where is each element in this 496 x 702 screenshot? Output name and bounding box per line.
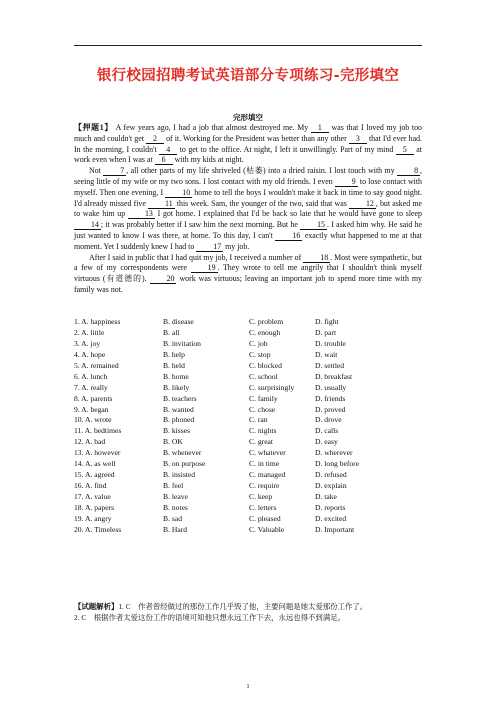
option-b: B. whenever	[163, 448, 202, 458]
option-a: 4. A. hope	[74, 349, 106, 359]
option-row	[74, 426, 422, 437]
option-d: D. drove	[315, 415, 342, 425]
option-d: D. excited	[315, 513, 347, 523]
option-row	[74, 503, 422, 514]
option-c: C. letters	[249, 502, 277, 512]
option-c: C. school	[249, 371, 278, 381]
blank-13: 13	[128, 210, 155, 219]
option-c: C. problem	[249, 317, 284, 326]
option-a: 12. A. bad	[74, 437, 106, 447]
option-c: C. blocked	[249, 360, 282, 370]
passage-text: to get to the office. At night, I left it unwillingly. Part of my mind	[177, 144, 396, 154]
option-a: 7. A. really	[74, 382, 108, 392]
option-a: 15. A. agreed	[74, 470, 115, 480]
option-b: B. leave	[163, 492, 188, 501]
blank-16: 16	[275, 232, 302, 241]
blank-17: 17	[196, 243, 223, 252]
passage-text: . They wrote to tell me angrily that I shouldn't think myself virtuous (有道德的).	[74, 263, 422, 284]
option-b: B. phoned	[163, 415, 195, 425]
option-b: B. home	[163, 371, 189, 381]
option-d: D. long before	[315, 459, 360, 469]
option-d: D. trouble	[315, 338, 346, 348]
passage-text: After I said in public that I had quit my job, I received a number of	[89, 252, 304, 262]
option-b: B. teachers	[163, 393, 197, 403]
passage-text: was that I loved my job too much and couldn't get	[74, 123, 422, 143]
option-a: 16. A. find	[74, 481, 107, 491]
passage-text: . I asked him why. He said he just wanted to know I was there, at home. To this day, I can't	[74, 220, 422, 240]
option-a: 18. A. papers	[74, 502, 115, 512]
option-row	[74, 481, 422, 492]
option-d: D. friends	[315, 393, 346, 403]
option-c: C. great	[249, 437, 274, 447]
option-b: B. all	[163, 327, 180, 337]
option-a: 13. A. however	[74, 448, 121, 458]
option-b: B. insisted	[163, 470, 196, 480]
option-row	[74, 405, 422, 416]
blank-7: 7	[103, 167, 126, 176]
option-d: D. proved	[315, 404, 346, 414]
option-d: D. part	[315, 327, 337, 337]
option-a: 6. A. lunch	[74, 371, 108, 381]
option-row	[74, 372, 422, 383]
option-b: B. likely	[163, 382, 190, 392]
passage-text: that I'd ever had. In the morning, I couldn't	[74, 133, 422, 154]
option-row	[74, 383, 422, 394]
analysis-heading: 【试题解析】	[74, 602, 119, 611]
option-b: B. help	[163, 349, 185, 359]
option-row	[74, 317, 422, 328]
option-d: D. settled	[315, 360, 345, 370]
option-c: C. managed	[249, 470, 286, 480]
option-c: C. family	[249, 393, 278, 403]
passage	[74, 123, 422, 296]
option-b: B. Hard	[163, 524, 188, 534]
option-a: 9. A. began	[74, 404, 109, 414]
passage-text: ; it was probably better if I saw him the next morning. But he	[100, 220, 301, 230]
option-a: 17. A. value	[74, 492, 111, 501]
option-b: B. kisses	[163, 426, 191, 436]
option-c: C. pleased	[249, 513, 281, 523]
passage-text: A few years ago, I had a job that almost destroyed me. My	[112, 123, 311, 132]
option-d: D. take	[315, 492, 337, 501]
option-d: D. reports	[315, 502, 346, 512]
passage-text: my job.	[223, 241, 250, 251]
option-a: 1. A. happiness	[74, 317, 121, 326]
answer-analysis	[74, 602, 422, 624]
option-c: C. chose	[249, 404, 276, 414]
passage-text: with my kids at night.	[172, 155, 244, 165]
option-a: 11. A. bedtimes	[74, 426, 122, 436]
option-row	[74, 525, 422, 536]
passage-text: this week. Sam, the younger of the two, said that was	[174, 198, 349, 208]
option-d: D. breakfast	[315, 371, 353, 381]
blank-15: 15	[300, 221, 327, 230]
passage-text: exactly what happened to me at that moment. Yet I suddenly knew I had to	[74, 230, 422, 251]
option-c: C. keep	[249, 492, 273, 501]
option-b: B. sad	[163, 513, 182, 523]
blank-4: 4	[159, 146, 177, 155]
option-row	[74, 415, 422, 426]
page-title: 银行校园招聘考试英语部分专项练习-完形填空	[96, 68, 400, 84]
option-d: D. explain	[315, 481, 347, 491]
blank-20: 20	[150, 275, 177, 284]
header-rule	[74, 45, 422, 46]
blank-18: 18	[303, 254, 330, 263]
blank-12: 12	[349, 200, 376, 209]
option-row	[74, 470, 422, 481]
passage-text: I got home. I explained that I'd be back so late that he would have gone to sleep	[154, 209, 423, 219]
option-a: 19. A. angry	[74, 513, 112, 523]
analysis-line-1	[74, 602, 422, 613]
option-a: 14. A. as well	[74, 459, 116, 469]
option-row	[74, 492, 422, 503]
blank-2: 2	[146, 135, 164, 144]
option-c: C. ran	[249, 415, 268, 425]
option-row	[74, 394, 422, 405]
option-row	[74, 328, 422, 339]
option-c: C. job	[249, 338, 268, 348]
option-row	[74, 459, 422, 470]
option-c: C. Valuable	[249, 524, 285, 534]
option-d: D. easy	[315, 437, 338, 447]
option-row	[74, 350, 422, 361]
option-d: D. Important	[315, 524, 355, 534]
option-c: C. whatever	[249, 448, 286, 458]
blank-8: 8	[397, 167, 420, 176]
option-c: C. surprisingly	[249, 382, 295, 392]
passage-text: . Most were sympathetic, but a few of my correspondents were	[74, 252, 423, 273]
analysis-line-2: 2. C 根据作者太爱这份工作的语境可知他只想永远工作下去，永远也得不到满足。	[74, 612, 345, 622]
passage-text: to lose contact with myself. Then one evening, I	[74, 176, 422, 197]
passage-text: , all other parts of my life shriveled (枯萎) into a dried raisin. I lost touch with my	[126, 166, 398, 176]
question-label: 【押题1】	[74, 123, 113, 132]
analysis-text-1: 1. C 作者曾经做过的那份工作几乎毁了他，主要问题是她太爱那份工作了。	[118, 602, 368, 611]
passage-text: , seeing little of my wife or my two sons. I lost contact with my old friends. I even	[74, 166, 423, 186]
option-a: 2. A. little	[74, 327, 105, 337]
passage-paragraph-1	[74, 123, 422, 166]
blank-14: 14	[74, 221, 101, 230]
option-b: B. disease	[163, 317, 194, 326]
option-c: C. in time	[249, 459, 280, 469]
option-a: 3. A. joy	[74, 338, 101, 348]
option-c: C. enough	[249, 327, 281, 337]
page-number: 1	[246, 683, 250, 690]
option-c: C. stop	[249, 349, 271, 359]
option-row	[74, 514, 422, 525]
passage-text: Not	[89, 166, 104, 176]
option-row	[74, 448, 422, 459]
blank-9: 9	[335, 178, 358, 187]
option-c: C. nights	[249, 426, 277, 436]
blank-6: 6	[155, 156, 173, 165]
blank-10: 10	[165, 189, 192, 198]
passage-text: home to tell the boys I wouldn't make it back in time to say good night. I'd already missed five	[74, 187, 422, 208]
option-b: B. wanted	[163, 404, 194, 414]
passage-paragraph-3	[74, 253, 422, 296]
option-d: D. fight	[315, 317, 339, 326]
options-table	[74, 317, 422, 536]
option-a: 20. A. Timeless	[74, 524, 122, 534]
option-b: B. OK	[163, 437, 183, 447]
passage-text: of it. Working for the President was better than any other	[164, 133, 349, 143]
option-a: 10. A. wrote	[74, 415, 112, 425]
option-b: B. invitation	[163, 338, 201, 348]
option-d: D. usually	[315, 382, 347, 392]
option-d: D. calls	[315, 426, 339, 436]
option-row	[74, 437, 422, 448]
blank-11: 11	[148, 200, 175, 209]
option-b: B. feel	[163, 481, 184, 491]
blank-19: 19	[191, 264, 218, 273]
blank-3: 3	[349, 135, 367, 144]
option-b: B. held	[163, 360, 185, 370]
blank-1: 1	[311, 124, 329, 133]
passage-paragraph-2	[74, 166, 422, 252]
option-c: C. require	[249, 481, 280, 491]
passage-text: , but asked me to wake him up	[74, 198, 422, 219]
passage-text: work was virtuous; leaving an important job to spend more time with my family was not.	[74, 274, 422, 294]
option-b: B. on purpose	[163, 459, 206, 469]
option-a: 8. A. parents	[74, 393, 113, 403]
option-d: D. refused	[315, 470, 347, 480]
blank-5: 5	[396, 146, 414, 155]
option-d: D. wherever	[315, 448, 353, 458]
passage-text: at work even when I was at	[74, 144, 422, 165]
option-row	[74, 339, 422, 350]
option-d: D. wait	[315, 349, 338, 359]
option-b: B. notes	[163, 502, 188, 512]
section-title: 完形填空	[233, 113, 263, 122]
option-row	[74, 361, 422, 372]
option-a: 5. A. remained	[74, 360, 119, 370]
